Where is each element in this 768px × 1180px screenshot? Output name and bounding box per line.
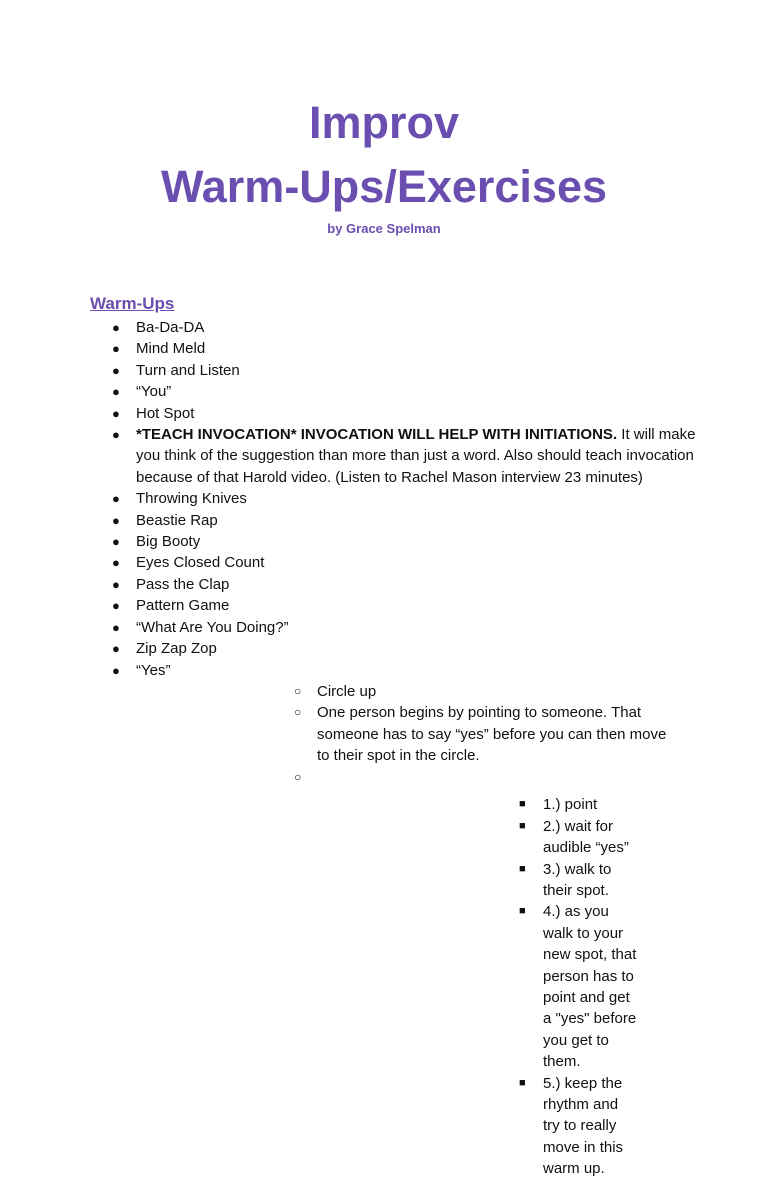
list-item-bold-text: *TEACH INVOCATION* INVOCATION WILL HELP WITH INITIATIONS. [136, 426, 618, 444]
list-item-text: It will make you think of the suggestion than more than just a word. Also should teach invocation because of that Harold video. (Listen to Rachel Mason interview 23 minutes) [136, 426, 696, 486]
warm-ups-list [0, 317, 768, 1180]
list-item [0, 510, 768, 531]
list-item [0, 360, 768, 381]
list-item [0, 552, 768, 573]
bullet-marker: ● [112, 555, 120, 571]
bullet-marker: ● [112, 384, 120, 400]
list-item [0, 317, 768, 338]
step-list-item [317, 816, 678, 859]
bullet-marker: ● [112, 598, 120, 614]
bullet-marker: ● [112, 405, 120, 421]
list-item-text: Beastie Rap [136, 511, 218, 529]
bullet-marker: ● [112, 662, 120, 678]
bullet-marker: ● [112, 512, 120, 528]
bullet-marker: ● [112, 641, 120, 657]
square-marker: ■ [519, 862, 526, 875]
circle-marker: ○ [294, 705, 302, 720]
list-item-text: “Yes” [136, 661, 171, 679]
circle-marker: ○ [294, 769, 302, 784]
square-marker: ■ [519, 1076, 526, 1089]
step-list-item [317, 1073, 678, 1180]
step-text: 5.) keep the rhythm and try to really move in this warm up. [543, 1074, 624, 1178]
step-text: 4.) as you walk to your new spot, that person has to point and get a "yes" before you get to them. [543, 903, 637, 1071]
bullet-marker: ● [112, 576, 120, 592]
list-item-text: Mind Meld [136, 340, 206, 358]
warm-ups-list-container [0, 317, 768, 1180]
list-item-text: Eyes Closed Count [136, 554, 265, 572]
list-item-text: “What Are You Doing?” [136, 618, 289, 636]
list-item [0, 617, 768, 638]
list-item [0, 574, 768, 595]
list-item-text: “You” [136, 383, 172, 401]
sub-list-item [136, 681, 708, 702]
step-text: 2.) wait for audible “yes” [543, 817, 629, 857]
step-text: 1.) point [543, 796, 598, 814]
sub-list-item-text: Circle up [317, 682, 377, 700]
bullet-marker: ● [112, 534, 120, 550]
list-item-text: Pattern Game [136, 597, 230, 615]
section-heading-warm-ups: Warm-Ups [90, 294, 175, 313]
bullet-marker: ● [112, 341, 120, 357]
document-title-line-2: Warm-Ups/Exercises [160, 161, 608, 212]
list-item [0, 424, 768, 488]
list-item-text: Pass the Clap [136, 575, 230, 593]
bullet-marker: ● [112, 320, 120, 335]
sub-list-item-empty [136, 767, 708, 1180]
sub-list-item [136, 702, 708, 766]
circle-marker: ○ [294, 683, 302, 698]
step-list-item [317, 859, 678, 902]
author-byline: by Grace Spelman [327, 221, 441, 236]
list-item [0, 638, 768, 659]
square-marker: ■ [519, 798, 526, 811]
list-item-text: Zip Zap Zop [136, 640, 217, 658]
step-text: 3.) walk to their spot. [543, 860, 612, 899]
list-item [0, 595, 768, 616]
list-item-text: Hot Spot [136, 404, 195, 422]
list-item-text: Turn and Listen [136, 361, 240, 379]
bullet-marker: ● [112, 427, 120, 443]
list-item-text: Throwing Knives [136, 490, 247, 508]
bullet-marker: ● [112, 619, 120, 635]
list-item [0, 531, 768, 552]
list-item [0, 381, 768, 402]
list-item [0, 403, 768, 424]
yes-sub-list [136, 681, 708, 1180]
yes-steps-list [317, 794, 678, 1179]
bullet-marker: ● [112, 491, 120, 507]
square-marker: ■ [519, 905, 526, 918]
bullet-marker: ● [112, 362, 120, 378]
document-title-line-1: Improv [308, 97, 460, 148]
sub-list-item-text: One person begins by pointing to someone. That someone has to say “yes” before you can then move to their spot in the circle. [317, 704, 667, 765]
list-item [0, 338, 768, 359]
list-item [0, 488, 768, 509]
step-list-item [317, 794, 678, 815]
list-item-text: Ba-Da-DA [136, 319, 205, 336]
square-marker: ■ [519, 819, 526, 832]
step-list-item [317, 901, 678, 1072]
list-item-text: Big Booty [136, 533, 201, 551]
list-item-yes [0, 660, 768, 1180]
